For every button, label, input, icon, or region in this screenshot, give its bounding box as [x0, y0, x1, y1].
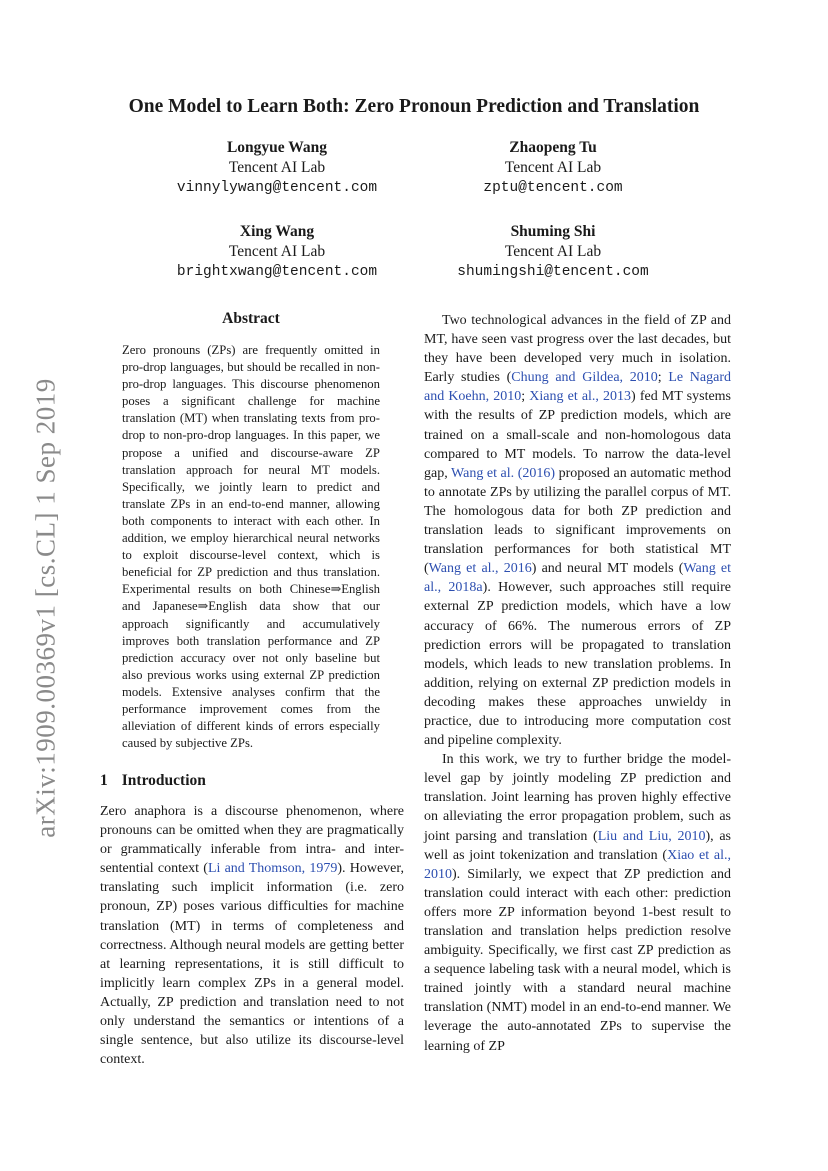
text-run: ;: [521, 389, 530, 405]
text-run: ;: [657, 370, 669, 386]
arxiv-stamp-text: arXiv:1909.00369v1 [cs.CL] 1 Sep 2019: [30, 378, 61, 838]
citation-link[interactable]: Wang et al., 2016: [428, 561, 532, 577]
author-email: vinnylywang@tencent.com: [176, 180, 378, 196]
author-affiliation: Tencent AI Lab: [504, 243, 602, 260]
paper-title: One Model to Learn Both: Zero Pronoun Prediction and Translation: [128, 96, 700, 117]
citation-link[interactable]: Le Nagard and Koehn, 2010: [424, 370, 732, 405]
author-block: [393, 138, 713, 198]
text-run: In this work, we try to further bridge the model-level gap by jointly modeling ZP prediction and translation. Joint learning has proven highly effective on alleviating the error propagation problem, such as joint parsing and translation (: [424, 752, 731, 844]
author-affiliation: Tencent AI Lab: [504, 159, 602, 176]
section-number: 1: [100, 772, 108, 789]
citation-link[interactable]: Wang et al. (2016): [451, 465, 556, 481]
citation-link[interactable]: Xiang et al., 2013: [529, 389, 632, 405]
author-email: brightxwang@tencent.com: [176, 264, 378, 280]
intro-paragraph-2: [424, 311, 731, 750]
author-block: [393, 222, 713, 282]
citation-link[interactable]: Wang et al., 2018a: [424, 561, 731, 596]
intro-paragraph-3: [424, 750, 731, 1056]
author-name: Zhaopeng Tu: [509, 139, 597, 156]
author-block: [117, 138, 437, 198]
text-run: ). However, such approaches still require external ZP prediction models, which have a low accuracy of 66%. The numerous errors of ZP prediction errors will be propagated to translation models, which leads to new translation problems. In addition, relying on external ZP prediction models in decoding makes these approaches unwieldy in practice, due to introducing more computation cost and pipeline complexity.: [424, 580, 731, 749]
abstract-text: Zero pronouns (ZPs) are frequently omitted in pro-drop languages, but should be recalled in non-pro-drop languages. This discourse phenomenon poses a significant challenge for machine translation (MT) when translating texts from pro-drop to non-pro-drop languages. In this paper, we propose a unified and discourse-aware ZP translation approach for neural MT models. Specifically, we jointly learn to predict and translate ZPs in an end-to-end manner, allowing both components to interact with each other. In addition, we employ hierarchical neural networks to exploit discourse-level context, which is beneficial for ZP prediction and thus translation. Experimental results on both Chinese⇒English and Japanese⇒English data show that our approach significantly and accumulatively improves both translation performance and ZP prediction accuracy over not only baseline but also previous works using external ZP prediction models. Extensive analyses confirm that the performance improvement comes from the alleviation of different kinds of errors especially caused by subjective ZPs.: [122, 343, 380, 751]
abstract-heading: Abstract: [222, 310, 280, 327]
text-run: proposed an automatic method to annotate ZPs by utilizing the parallel corpus of MT. The homologous data for both ZP prediction and translation leads to significant improvements on translation performances for both statistical MT (: [424, 465, 732, 577]
author-name: Xing Wang: [239, 223, 315, 240]
author-block: [117, 222, 437, 282]
text-run: Two technological advances in the field of ZP and MT, have seen vast progress over the last decades, but they have been developed very much in isolation. Early studies (: [424, 313, 731, 386]
author-name: Longyue Wang: [226, 139, 328, 156]
text-run: ) and neural MT models (: [531, 561, 684, 577]
citation-link[interactable]: Chung and Gildea, 2010: [511, 370, 658, 386]
citation-link[interactable]: Xiao et al., 2010: [424, 847, 732, 882]
author-email: shumingshi@tencent.com: [457, 264, 649, 280]
text-run: ). However, translating such implicit information (i.e. zero pronoun, ZP) poses various difficulties for machine translation (MT) in terms of completeness and correctness. Although neural models are getting better at learning representations, it is still difficult to implicitly learn complex ZPs in a general model. Actually, ZP prediction and translation need to not only understand the semantics or intentions of a single sentence, but also utilize its discourse-level context.: [100, 861, 404, 1068]
citation-link[interactable]: Liu and Liu, 2010: [597, 828, 706, 844]
author-name: Shuming Shi: [510, 223, 596, 240]
intro-paragraph-1: [100, 802, 404, 1069]
citation-link[interactable]: Li and Thomson, 1979: [207, 861, 338, 877]
author-affiliation: Tencent AI Lab: [228, 243, 326, 260]
section-title: Introduction: [121, 772, 206, 789]
author-affiliation: Tencent AI Lab: [228, 159, 326, 176]
section-heading: [100, 772, 206, 790]
author-email: zptu@tencent.com: [483, 180, 623, 196]
right-column: [424, 311, 731, 1056]
text-run: ) fed MT systems with the results of ZP prediction models, which are trained on a small-scale and non-homologous data compared to MT models. To narrow the data-level gap,: [424, 389, 732, 481]
text-run: Zero anaphora is a discourse phenomenon, where pronouns can be omitted when they are pragmatically or grammatically inferable from intra- and inter-sentential context (: [100, 804, 404, 877]
text-run: ). Similarly, we expect that ZP prediction and translation could interact with each other: prediction offers more ZP information beyond 1-best result to translation and translation helps prediction resolve ambiguity. Specifically, we first cast ZP prediction as a sequence labeling task with a neural model, which is trained jointly with a standard neural machine translation (NMT) model in an end-to-end manner. We leverage the auto-annotated ZPs to supervise the learning of ZP: [424, 866, 731, 1054]
text-run: ), as well as joint tokenization and translation (: [424, 828, 732, 863]
